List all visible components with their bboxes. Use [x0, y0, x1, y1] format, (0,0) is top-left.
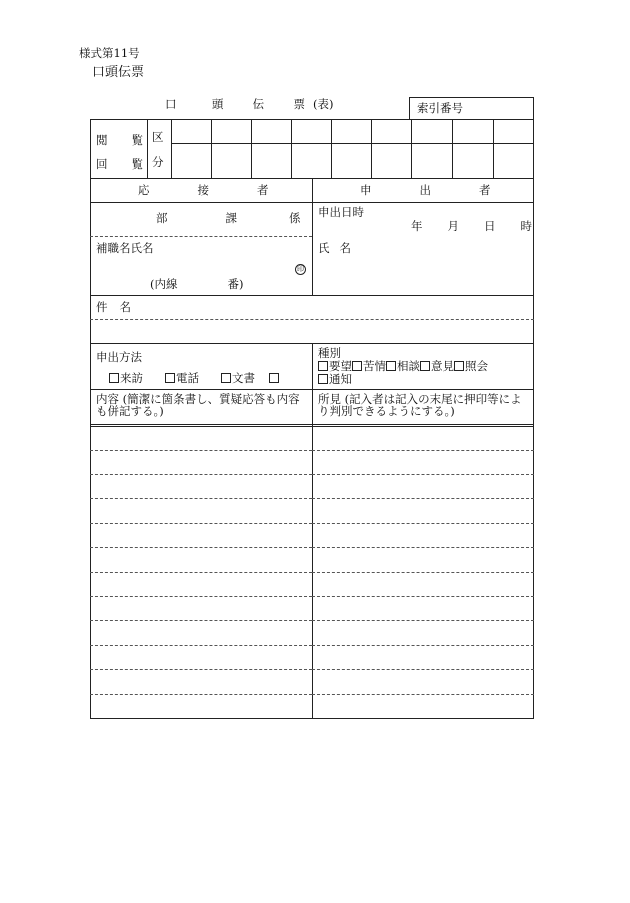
- date-units: 年 月 日 時: [411, 219, 532, 233]
- applicant-header: 申 出 者: [360, 183, 491, 197]
- content-label: 内容 (簡潔に箇条書し、質疑応答も内容も併記する。): [96, 392, 300, 419]
- checkbox-icon: [269, 373, 279, 383]
- seal-icon: 印: [297, 265, 304, 273]
- method-label: 申出方法: [96, 350, 142, 364]
- kairan-label: 回 覧: [96, 157, 143, 171]
- category-options-row2: [318, 373, 352, 387]
- content-writing-area[interactable]: [91, 427, 312, 718]
- checkbox-icon: [352, 361, 362, 371]
- checkbox-icon: [109, 373, 119, 383]
- kubun-label-2: 分: [152, 155, 164, 169]
- slip-title-suffix: (表): [313, 97, 334, 111]
- respondent-header: 応 接 者: [138, 183, 269, 197]
- opinion-writing-area[interactable]: [313, 427, 533, 718]
- staff-name-label: 補職名氏名: [96, 241, 154, 255]
- index-number-label: 索引番号: [417, 101, 463, 115]
- checkbox-icon: [420, 361, 430, 371]
- checkbox-icon: [221, 373, 231, 383]
- kanran-label: 閲 覧: [96, 133, 143, 147]
- document-name: 口頭伝票: [92, 65, 145, 80]
- seal-mark: [295, 261, 306, 275]
- date-label: 申出日時: [318, 205, 364, 219]
- slip-title: 口 頭 伝 票: [165, 97, 305, 111]
- checkbox-icon: [318, 374, 328, 384]
- applicant-name-label: 氏 名: [318, 241, 351, 255]
- subject-label: 件 名: [96, 300, 131, 314]
- category-label: 種別: [318, 346, 341, 360]
- category-option-opinion[interactable]: 意見: [420, 360, 454, 374]
- method-options: [109, 372, 280, 386]
- extension-label: (内線 番): [150, 277, 244, 291]
- method-option-visit[interactable]: 来訪: [109, 372, 143, 386]
- category-option-complaint[interactable]: 苦情: [352, 360, 386, 374]
- method-option-document[interactable]: 文書: [221, 372, 255, 386]
- category-option-request[interactable]: 要望: [318, 360, 352, 374]
- checkbox-icon: [454, 361, 464, 371]
- kubun-label-1: 区: [152, 130, 164, 144]
- category-option-inquiry[interactable]: 照会: [454, 360, 488, 374]
- opinion-label: 所見 (記入者は記入の末尾に押印等により判別できるようにする。): [318, 392, 522, 419]
- category-option-notice[interactable]: 通知: [318, 373, 352, 387]
- form-number: 様式第11号: [79, 46, 140, 60]
- checkbox-icon: [386, 361, 396, 371]
- dept-labels: 部 課 係: [156, 211, 301, 225]
- category-option-consultation[interactable]: 相談: [386, 360, 420, 374]
- checkbox-icon: [165, 373, 175, 383]
- method-option-other[interactable]: [269, 372, 280, 386]
- method-option-phone[interactable]: 電話: [165, 372, 199, 386]
- checkbox-icon: [318, 361, 328, 371]
